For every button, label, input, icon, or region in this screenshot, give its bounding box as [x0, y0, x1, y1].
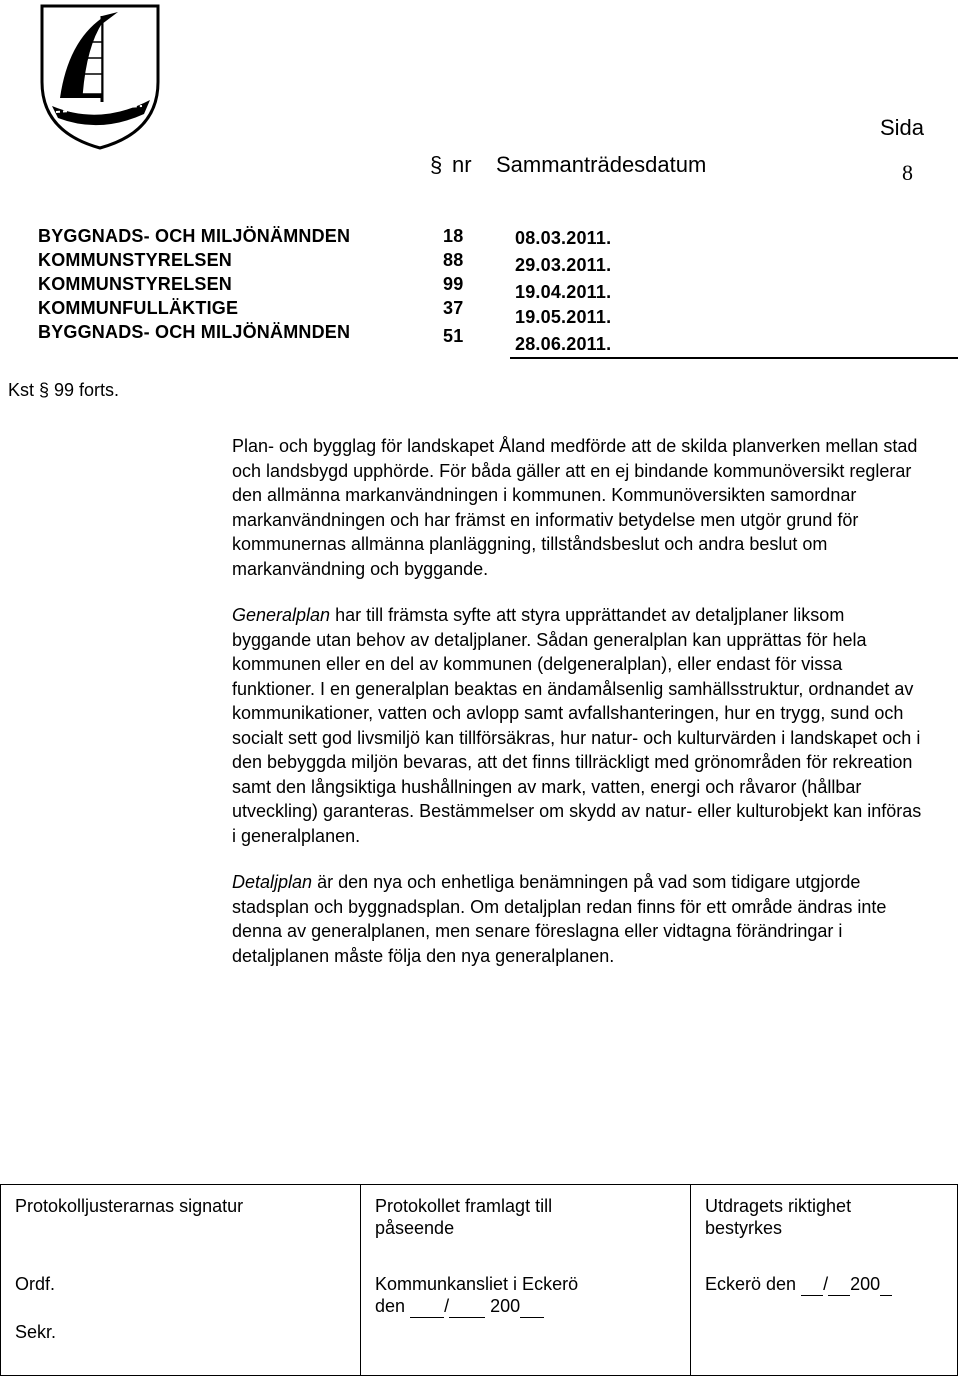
footer-col3-date-line: Eckerö den / 200 [705, 1273, 945, 1296]
footer-col-certified [691, 1185, 959, 1375]
footer-col-posted [361, 1185, 691, 1375]
sekr-label: Sekr. [15, 1322, 57, 1342]
session-body: BYGGNADS- OCH MILJÖNÄMNDEN [38, 322, 351, 342]
year-blank [520, 1295, 544, 1318]
signature-footer [0, 1184, 958, 1376]
term-detaljplan: Detaljplan [232, 872, 313, 892]
session-date: 29.03.2011. [515, 255, 612, 275]
ordf-label: Ordf. [15, 1274, 56, 1294]
day-blank [410, 1295, 444, 1318]
municipal-coat-of-arms-logo [38, 2, 162, 150]
doc-type-title: SAMMANTRÄDESPROTOKOLL [498, 5, 826, 30]
session-body: KOMMUNSTYRELSEN [38, 274, 233, 294]
session-body: BYGGNADS- OCH MILJÖNÄMNDEN [38, 226, 351, 246]
session-date: 08.03.2011. [515, 228, 612, 248]
session-date: 28.06.2011. [515, 334, 612, 354]
footer-col3-title-2: bestyrkes [705, 1218, 783, 1238]
footer-col1-title: Protokolljusterarnas signatur [15, 1196, 244, 1216]
paragraph-detaljplan: Detaljplan är den nya och enhetliga benämningen på vad som tidigare utgjorde stadsplan och byggnadsplan. Om detaljplan redan finns för ett område ändras inte denna av generalplanen, men senare föreslagna eller vidtagna förändringar i detaljplanen måste följa den nya generalplanen. [232, 872, 887, 966]
footer-col3-title-1: Utdragets riktighet [705, 1196, 852, 1216]
day-blank [801, 1273, 823, 1296]
paragraph-generalplan: Generalplan har till främsta syfte att styra upprättandet av detaljplaner liksom byggande utan behov av detaljplaner. Sådan generalplan kan upprättas för hela kommunen eller en del av kommunen (delgeneralplan), eller endast för vissa funktioner. I en generalplan beaktas en ändamålsenlig samhällsstruktur, ordnandet av kommunikationer, vatten och avlopp samt avfallshanteringen, hur en trygg, sund och socialt sett god livsmiljö kan tillförsäkras, hur natur- och kulturvärden i landskapet och i den bebyggda miljön bevaras, att det finns tillräckligt med grönområden för rekreation samt den långsiktiga hushållningen av mark, vatten, energi och råvaror (hållbar utveckling) garanteras. Bestämmelser om skydd av natur- eller kulturobjekt kan införas i generalplanen. [232, 605, 922, 846]
document-body [232, 434, 922, 990]
session-date: 19.05.2011. [515, 307, 612, 327]
nr-label: nr [452, 152, 472, 177]
month-blank [449, 1295, 485, 1318]
footer-col2-date-line: den / 200 [375, 1295, 676, 1318]
date-label: Sammanträdesdatum [496, 152, 707, 177]
session-nr: 18 [443, 226, 464, 246]
term-generalplan: Generalplan [232, 605, 331, 625]
page-number: 8 [902, 160, 913, 185]
footer-col2-title-1: Protokollet framlagt till [375, 1196, 553, 1216]
session-date: 19.04.2011. [515, 282, 612, 302]
month-blank [828, 1273, 850, 1296]
session-body: KOMMUNFULLÄKTIGE [38, 298, 239, 318]
session-nr: 88 [443, 250, 464, 270]
section-sign-icon: § [430, 152, 443, 177]
session-nr: 99 [443, 274, 464, 294]
year-blank [880, 1273, 892, 1296]
session-body: KOMMUNSTYRELSEN [38, 250, 233, 270]
footer-col-signatures [1, 1185, 361, 1375]
paragraph-plan-law: Plan- och bygglag för landskapet Åland medförde att de skilda planverken mellan stad och landsbygd upphörde. För båda gäller att en ej bindande kommunöversikt reglerar den allmänna markanvändningen i kommunen. Kommunöversikten samordnar markanvändningen och har främst en informativ betydelse men utgör grund för kommunernas allmänna planläggning, tillståndsbeslut och andra beslut om markanvändning och byggande. [232, 436, 918, 579]
section-reference: Kst § 99 forts. [8, 380, 120, 400]
session-nr: 51 [443, 326, 464, 346]
org-title: ECKERÖ KOMMUN [200, 5, 402, 30]
footer-col2-place: Kommunkansliet i Eckerö [375, 1274, 579, 1294]
session-nr: 37 [443, 298, 464, 318]
header-divider [510, 357, 958, 359]
footer-col2-title-2: påseende [375, 1218, 455, 1238]
page-label: Sida [880, 115, 925, 140]
